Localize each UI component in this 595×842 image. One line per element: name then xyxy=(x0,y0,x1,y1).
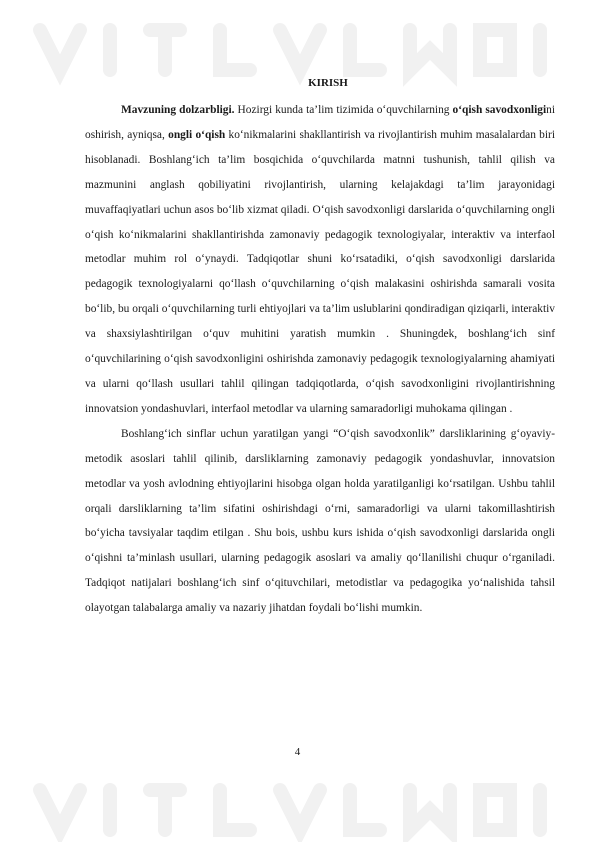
document-page xyxy=(85,76,555,621)
text-segment: Hozirgi kunda ta’lim tizimida o‘quvchilarning xyxy=(234,104,453,116)
body-text xyxy=(85,98,555,621)
bold-text: o‘qish savodxonligi xyxy=(452,104,547,116)
text-segment: Boshlang‘ich sinflar uchun yaratilgan yangi “O‘qish savodxonlik” darsliklarining g‘oyaviy-metodik asoslari tahlil qilinib, darsliklarning zamonaviy pedagogik yondashuvlar, innovatsion metodlar va yosh avlodning ehtiyojlarini hisobga olgan holda yaratilganligi ko‘rsatilgan. Ushbu tahlil orqali darsliklarning ta’lim sifatini oshirishdagi o‘rni, samaradorligi va ularni takomillashtirish bo‘yicha tavsiyalar taqdim etilgan . Shu bois, ushbu kurs ishida o‘qish savodxonligi darslarida ongli o‘qishni ta’minlash usullari, ularning pedagogik asoslari va amaliy qo‘llanilishi chuqur o‘rganiladi. Tadqiqot natijalari boshlang‘ich sinf o‘qituvchilari, metodistlar va pedagogika yo‘nalishida tahsil olayotgan talabalarga amaliy va nazariy jihatdan foydali bo‘lishi mumkin. xyxy=(85,427,555,615)
text-segment: ko‘nikmalarini shakllantirish va rivojlantirish muhim masalalardan biri hisoblanadi. Boshlang‘ich ta’lim bosqichida o‘quvchilarda matnni tushunish, tahlil qilish va mazmunini anglash qobiliyatini rivojlantirish, ularning kelajakdagi ta’lim jarayonidagi muvaffaqiyatlari uchun asos bo‘lib xizmat qiladi. O‘qish savodxonligi darslarida o‘quvchilarning ongli o‘qish ko‘nikmalarini shakllantirishda zamonaviy pedagogik texnologiyalar, interaktiv va interfaol metodlar muhim rol o‘ynaydi. Tadqiqotlar shuni ko‘rsatadiki, o‘qish savodxonligi darslarida pedagogik texnologiyalarni qo‘llash o‘quvchilarning o‘qish malakasini oshirishda samarali vosita bo‘lib, bu orqali o‘quvchilarning turli ehtiyojlari va ta’lim uslublarini qondiradigan qiziqarli, interaktiv va shaxsiylashtirilgan o‘quv muhitini yaratish mumkin . Shuningdek, boshlang‘ich sinf o‘quvchilarining o‘qish savodxonligini oshirishda zamonaviy pedagogik texnologiyalarning ahamiyati va ularni qo‘llash usullari tahlil qilingan tadqiqotlarda, o‘qish savodxonligini rivojlantirishning innovatsion yondashuvlari, interfaol metodlar va ularning samaradorligi muhokama qilingan . xyxy=(85,128,555,415)
paragraph xyxy=(85,422,555,621)
paragraph xyxy=(85,98,555,422)
page-number: 4 xyxy=(294,746,301,758)
section-title: KIRISH xyxy=(308,77,348,89)
bold-text: Mavzuning dolzarbligi. xyxy=(121,104,235,116)
bold-text: ongli o‘qish xyxy=(168,128,226,141)
text-segment: ni oshirish, ayniqsa, xyxy=(85,104,556,141)
